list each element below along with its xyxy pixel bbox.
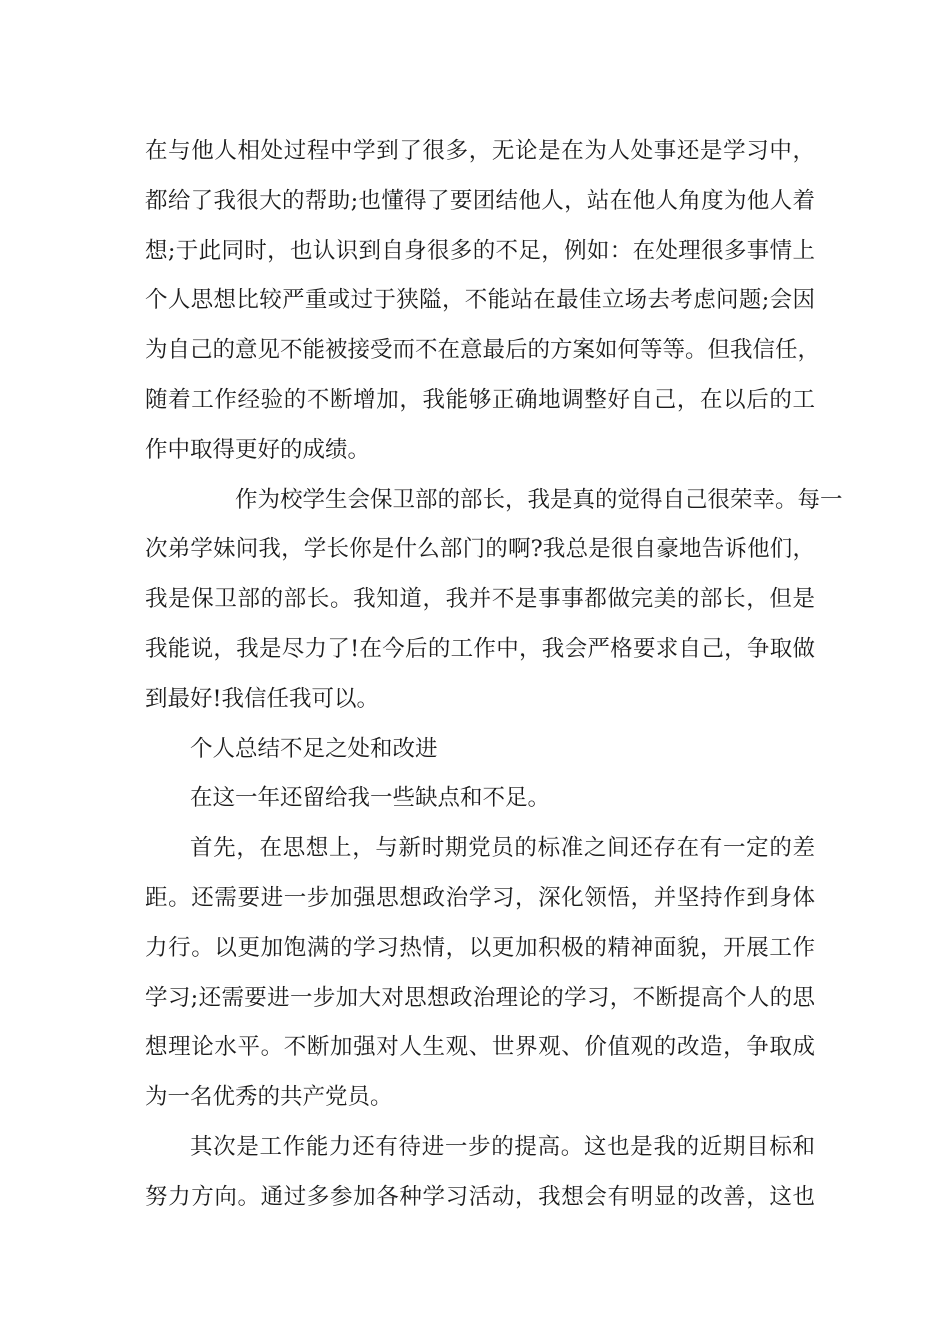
text-line: 作中取得更好的成绩。 xyxy=(145,436,371,463)
paragraph-2 xyxy=(145,476,843,725)
text-line: 次弟学妹问我，学长你是什么部门的啊?我总是很自豪地告诉他们， xyxy=(145,536,815,563)
text-line: 都给了我很大的帮助;也懂得了要团结他人，站在他人角度为他人着 xyxy=(145,187,815,214)
text-line: 想理论水平。不断加强对人生观、世界观、价值观的改造，争取成 xyxy=(145,1034,815,1061)
text-line: 随着工作经验的不断增加，我能够正确地调整好自己，在以后的工 xyxy=(145,386,815,413)
text-line: 在这一年还留给我一些缺点和不足。 xyxy=(190,785,551,812)
text-line: 个人思想比较严重或过于狭隘，不能站在最佳立场去考虑问题;会因 xyxy=(145,287,815,314)
text-line: 为一名优秀的共产党员。 xyxy=(145,1084,393,1111)
text-line: 我能说，我是尽力了!在今后的工作中，我会严格要求自己，争取做 xyxy=(145,635,815,662)
text-line: 想;于此同时，也认识到自身很多的不足，例如：在处理很多事情上 xyxy=(145,237,815,264)
text-line: 学习;还需要进一步加大对思想政治理论的学习，不断提高个人的思 xyxy=(145,984,815,1011)
text-line: 我是保卫部的部长。我知道，我并不是事事都做完美的部长，但是 xyxy=(145,586,815,613)
text-line: 到最好!我信任我可以。 xyxy=(145,685,380,712)
text-line: 努力方向。通过多参加各种学习活动，我想会有明显的改善，这也 xyxy=(145,1183,815,1210)
section-heading xyxy=(145,725,815,775)
document-body xyxy=(145,127,843,1223)
text-line: 其次是工作能力还有待进一步的提高。这也是我的近期目标和 xyxy=(190,1133,815,1160)
text-line: 为自己的意见不能被接受而不在意最后的方案如何等等。但我信任， xyxy=(145,337,821,364)
text-line: 力行。以更加饱满的学习热情，以更加积极的精神面貌，开展工作 xyxy=(145,934,815,961)
paragraph-5 xyxy=(145,1123,815,1223)
text-line: 首先，在思想上，与新时期党员的标准之间还存在有一定的差 xyxy=(190,835,815,862)
paragraph-4 xyxy=(145,824,815,1123)
paragraph-1 xyxy=(145,127,821,476)
text-line: 作为校学生会保卫部的部长，我是真的觉得自己很荣幸。每一 xyxy=(235,486,843,513)
text-line: 距。还需要进一步加强思想政治学习，深化领悟，并坚持作到身体 xyxy=(145,884,815,911)
text-line: 在与他人相处过程中学到了很多，无论是在为人处事还是学习中， xyxy=(145,138,815,164)
paragraph-3 xyxy=(145,774,815,824)
text-line: 个人总结不足之处和改进 xyxy=(190,735,438,762)
